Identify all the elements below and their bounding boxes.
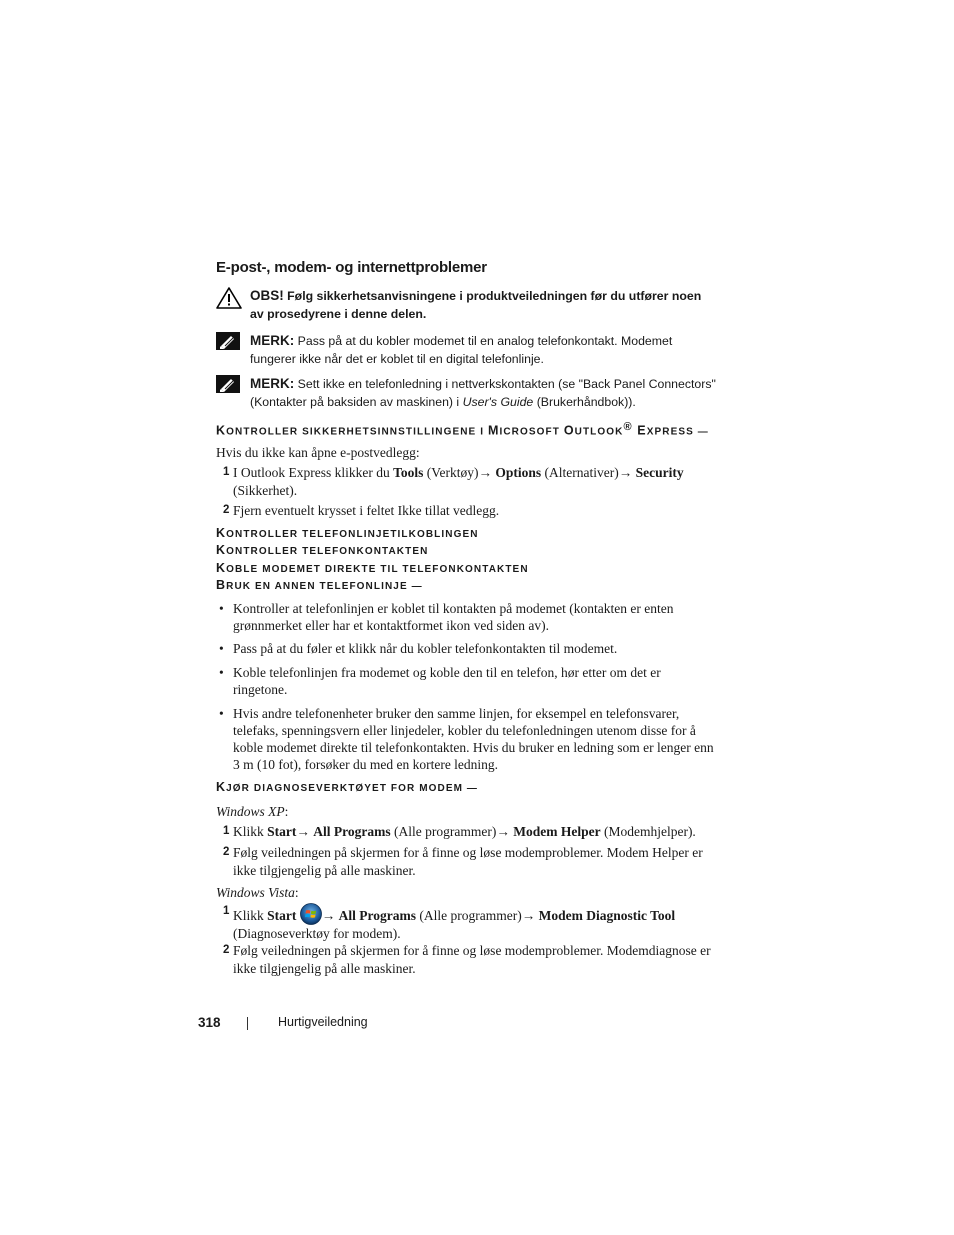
xp-step-2: 2 Følg veiledningen på skjermen for å finne og løse modemproblemer. Modem Helper er ikke tilgjengelig på alle maskiner. [223, 845, 703, 878]
list-item: • Hvis andre telefonenheter bruker den samme linjen, for eksempel en telefonsvarer, telefaks, spenningsvern eller linjedeler, kobler du telefonledningen utenom disse for å koble modemet direkte til telefonkontakten. Hvis du bruker en ledning som er lenger enn 3 m (10 fot), forsøker du med en kortere ledning. [219, 706, 714, 772]
list-item: • Koble telefonlinjen fra modemet og koble den til en telefon, hør etter om det er ringetone. [219, 665, 661, 697]
step-number: 2 [223, 504, 230, 516]
security-tab: Security [635, 465, 684, 480]
windows-start-orb-icon [300, 903, 322, 925]
list-item: • Pass på at du føler et klikk når du kobler telefonkontakten til modemet. [219, 641, 618, 656]
tools-menu: Tools [393, 465, 424, 480]
start-button-ref: Start [267, 824, 297, 839]
page-number: 318 [198, 1015, 221, 1030]
note-pencil-icon [216, 375, 240, 393]
connect-modem-subheading: KOBLE MODEMET DIREKTE TIL TELEFONKONTAKTEN [216, 561, 529, 575]
footer-title: Hurtigveiledning [278, 1015, 368, 1029]
users-guide-ref: User's Guide [462, 394, 534, 409]
bullet-icon: • [219, 665, 224, 680]
step-number: 2 [223, 944, 230, 956]
step-number: 1 [223, 825, 230, 837]
note-notice-1 [216, 332, 716, 368]
all-programs-ref: All Programs [313, 824, 391, 839]
xp-step-1: 1 Klikk Start→ All Programs (Alle programmer)→ Modem Helper (Modemhjelper). [223, 824, 696, 839]
step-number: 1 [223, 905, 230, 917]
options-menu: Options [495, 465, 542, 480]
merk2-text-b: (Brukerhåndbok)). [533, 394, 636, 409]
bullet-icon: • [219, 601, 224, 616]
diagnostics-subheading: KJØR DIAGNOSEVERKTØYET FOR MODEM — [216, 780, 479, 794]
vista-step-1: 1 Klikk Start → All Programs (Alle programmer)→ Modem Diagnostic Tool (Diagnoseverktøy for modem). [223, 905, 676, 941]
windows-xp-label: Windows XP: [216, 804, 289, 819]
modem-helper-ref: Modem Helper [513, 824, 601, 839]
check-jack-subheading: KONTROLLER TELEFONKONTAKTEN [216, 543, 429, 557]
bullet-icon: • [219, 706, 224, 721]
footer-separator [247, 1017, 248, 1030]
merk2-label: MERK: [250, 376, 295, 391]
note-notice-2 [216, 375, 716, 411]
modem-diagnostic-tool-ref: Modem Diagnostic Tool [538, 908, 676, 923]
all-programs-ref: All Programs [338, 908, 417, 923]
merk2-text-a: Sett ikke en telefonledning i nettverkskontakten (se "Back Panel Connectors" (Kontakter på baksiden av maskinen) i [250, 377, 716, 409]
merk1-text: Pass på at du kobler modemet til en analog telefonkontakt. Modemet fungerer ikke når det er koblet til en digital telefonlinje. [250, 334, 673, 366]
step-number: 2 [223, 846, 230, 858]
warning-triangle-icon [216, 287, 242, 309]
bullet-icon: • [219, 641, 224, 656]
step-number: 1 [223, 466, 230, 478]
outlook-step-2: 2 Fjern eventuelt krysset i feltet Ikke tillat vedlegg. [223, 503, 500, 518]
check-line-subheading: KONTROLLER TELEFONLINJETILKOBLINGEN [216, 526, 479, 540]
section-heading: E-post-, modem- og internettproblemer [216, 259, 487, 276]
obs-label: OBS! [250, 288, 284, 303]
warning-notice [216, 287, 716, 323]
list-item: • Kontroller at telefonlinjen er koblet til kontakten på modemet (kontakten er enten grønnmerket eller har et kontaktformet ikon ved siden av). [219, 601, 674, 633]
vista-step-2: 2 Følg veiledningen på skjermen for å finne og løse modemproblemer. Modemdiagnose er ikke tilgjengelig på alle maskiner. [223, 943, 711, 976]
merk1-label: MERK: [250, 333, 295, 348]
start-button-ref: Start [267, 908, 297, 923]
windows-vista-label: Windows Vista: [216, 885, 299, 900]
outlook-intro: Hvis du ikke kan åpne e-postvedlegg: [216, 445, 420, 460]
outlook-step-1: 1 I Outlook Express klikker du Tools (Verktøy)→ Options (Alternativer)→ Security (Sikkerhet). [223, 465, 684, 498]
other-line-subheading: BRUK EN ANNEN TELEFONLINJE — [216, 578, 423, 592]
obs-text: Følg sikkerhetsanvisningene i produktveiledningen før du utfører noen av prosedyrene i denne delen. [250, 289, 702, 321]
outlook-subheading: KONTROLLER SIKKERHETSINNSTILLINGENE I MICROSOFT OUTLOOK® EXPRESS — [216, 421, 709, 438]
note-pencil-icon [216, 332, 240, 350]
